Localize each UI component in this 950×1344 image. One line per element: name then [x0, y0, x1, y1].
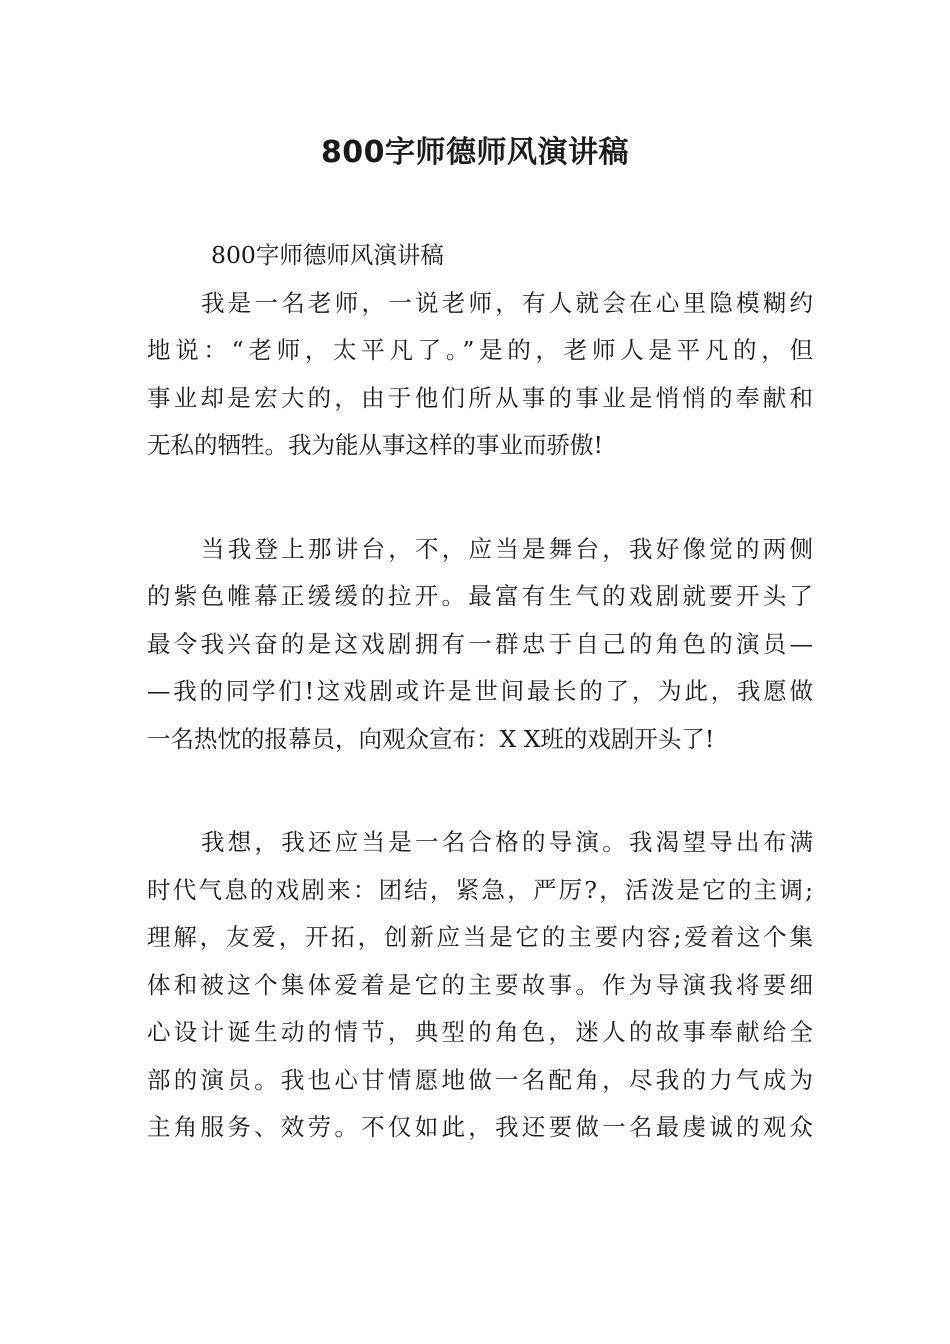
paragraph-gap	[147, 470, 813, 526]
paragraph-1-line-2: 地说：“老师，太平凡了。”是的，老师人是平凡的，但	[147, 336, 813, 364]
paragraph-2-line-2: 的紫色帷幕正缓缓的拉开。最富有生气的戏剧就要开头了	[147, 582, 813, 610]
document-body	[147, 232, 813, 1152]
document-title: 800字师德师风演讲稿	[320, 135, 630, 170]
paragraph-2-line-4: —我的同学们!这戏剧或许是世间最长的了，为此，我愿做	[147, 677, 813, 705]
paragraph-gap	[147, 763, 813, 819]
paragraph-1-line-4: 无私的牺牲。我为能从事这样的事业而骄傲!	[147, 431, 603, 459]
paragraph-2-line-1: 当我登上那讲台，不，应当是舞台，我好像觉的两侧	[201, 534, 813, 563]
paragraph-2-line-3: 最令我兴奋的是这戏剧拥有一群忠于自己的角色的演员—	[147, 629, 813, 658]
paragraph-3-line-7: 主角服务、效劳。不仅如此，我还要做一名最虔诚的观众	[147, 1113, 813, 1141]
paragraph-1-line-1: 我是一名老师，一说老师，有人就会在心里隐模糊约	[201, 288, 813, 317]
paragraph-3-line-6: 部的演员。我也心甘情愿地做一名配角，尽我的力气成为	[147, 1065, 813, 1094]
document-subtitle: 800字师德师风演讲稿	[211, 241, 444, 269]
paragraph-1-line-3: 事业却是宏大的，由于他们所从事的事业是悄悄的奉献和	[147, 383, 813, 412]
paragraph-3-line-5: 心设计诞生动的情节，典型的角色，迷人的故事奉献给全	[147, 1018, 813, 1046]
paragraph-3-line-2: 时代气息的戏剧来：团结，紧急，严厉?，活泼是它的主调;	[147, 875, 813, 904]
paragraph-3-line-4: 体和被这个集体爱着是它的主要故事。作为导演我将要细	[147, 970, 813, 999]
paragraph-2-line-5: 一名热忱的报幕员，向观众宣布：X X班的戏剧开头了!	[147, 724, 715, 753]
paragraph-3-line-3: 理解，友爱，开拓，创新应当是它的主要内容;爱着这个集	[147, 923, 813, 951]
paragraph-3-line-1: 我想，我还应当是一名合格的导演。我渴望导出布满	[201, 828, 813, 856]
